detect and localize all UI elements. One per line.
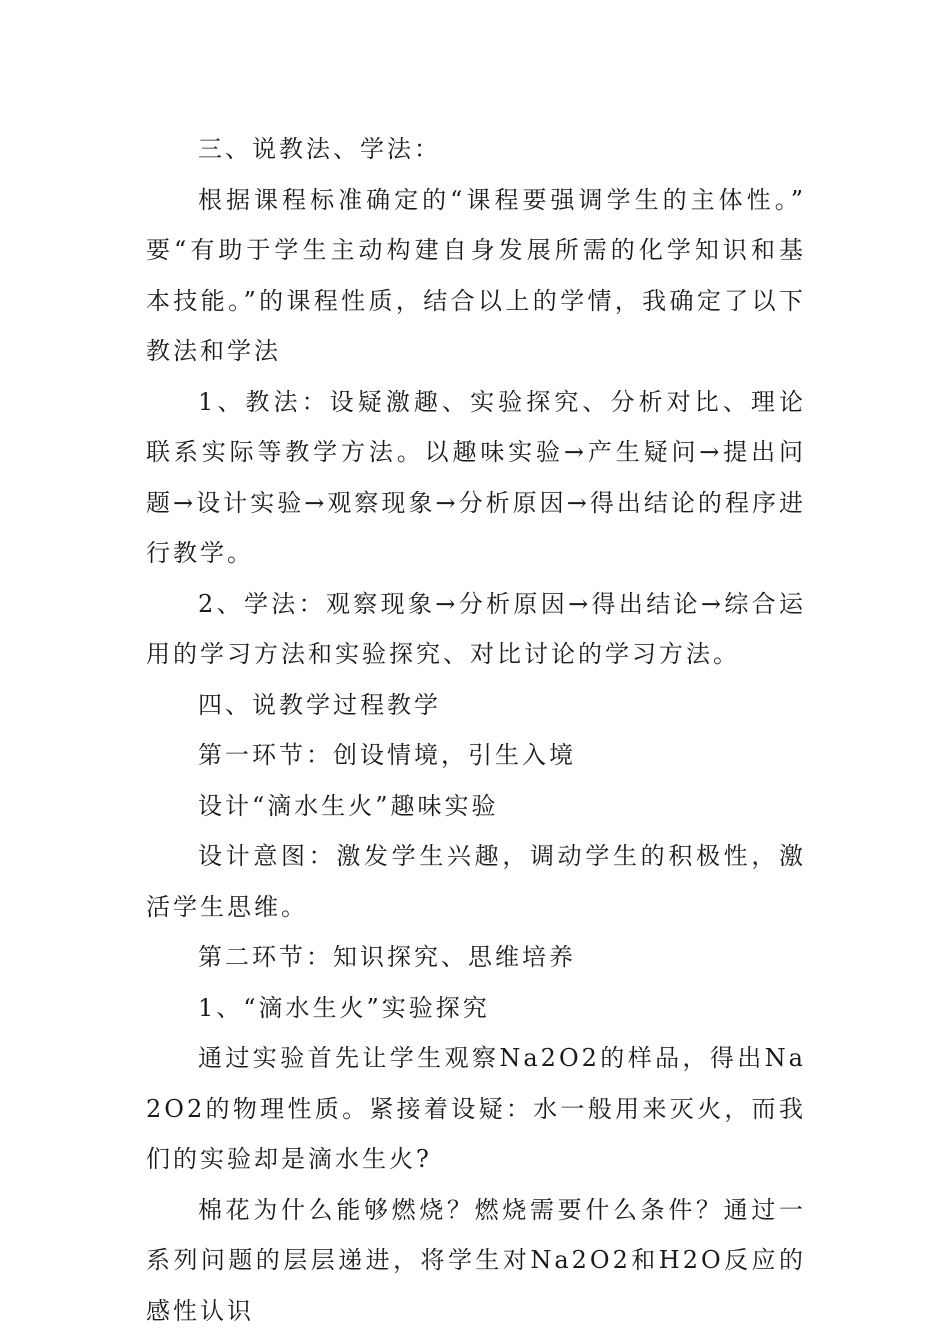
document-body <box>146 124 806 1336</box>
stage-two-heading: 第二环节：知识探究、思维培养 <box>198 943 576 971</box>
paragraph-observation: 通过实验首先让学生观察Na2O2的样品，得出Na2O2的物理性质。紧接着设疑：水一般用来灭火，而我们的实验却是滴水生火? <box>146 1044 806 1173</box>
subsection-experiment-inquiry: 1、“滴水生火”实验探究 <box>198 993 490 1022</box>
paragraph-curriculum-basis: 根据课程标准确定的“课程要强调学生的主体性。”要“有助于学生主动构建自身发展所需的化学知识和基本技能。”的课程性质，结合以上的学情，我确定了以下教法和学法 <box>146 185 806 365</box>
paragraph-design-intent: 设计意图：激发学生兴趣，调动学生的积极性，激活学生思维。 <box>146 842 806 921</box>
stage-one-heading: 第一环节：创设情境，引生入境 <box>198 741 576 769</box>
paragraph-questions: 棉花为什么能够燃烧？燃烧需要什么条件？通过一系列问题的层层递进，将学生对Na2O2和H2O反应的感性认识 <box>146 1195 806 1325</box>
section-heading-process: 四、说教学过程教学 <box>198 690 441 719</box>
paragraph-experiment-design: 设计“滴水生火”趣味实验 <box>198 791 499 820</box>
paragraph-learning-method: 2、学法：观察现象→分析原因→得出结论→综合运用的学习方法和实验探究、对比讨论的学习方法。 <box>146 589 806 668</box>
paragraph-teaching-method: 1、教法：设疑激趣、实验探究、分析对比、理论联系实际等教学方法。以趣味实验→产生疑问→提出问题→设计实验→观察现象→分析原因→得出结论的程序进行教学。 <box>146 387 806 567</box>
section-heading-methods: 三、说教法、学法： <box>198 135 441 163</box>
